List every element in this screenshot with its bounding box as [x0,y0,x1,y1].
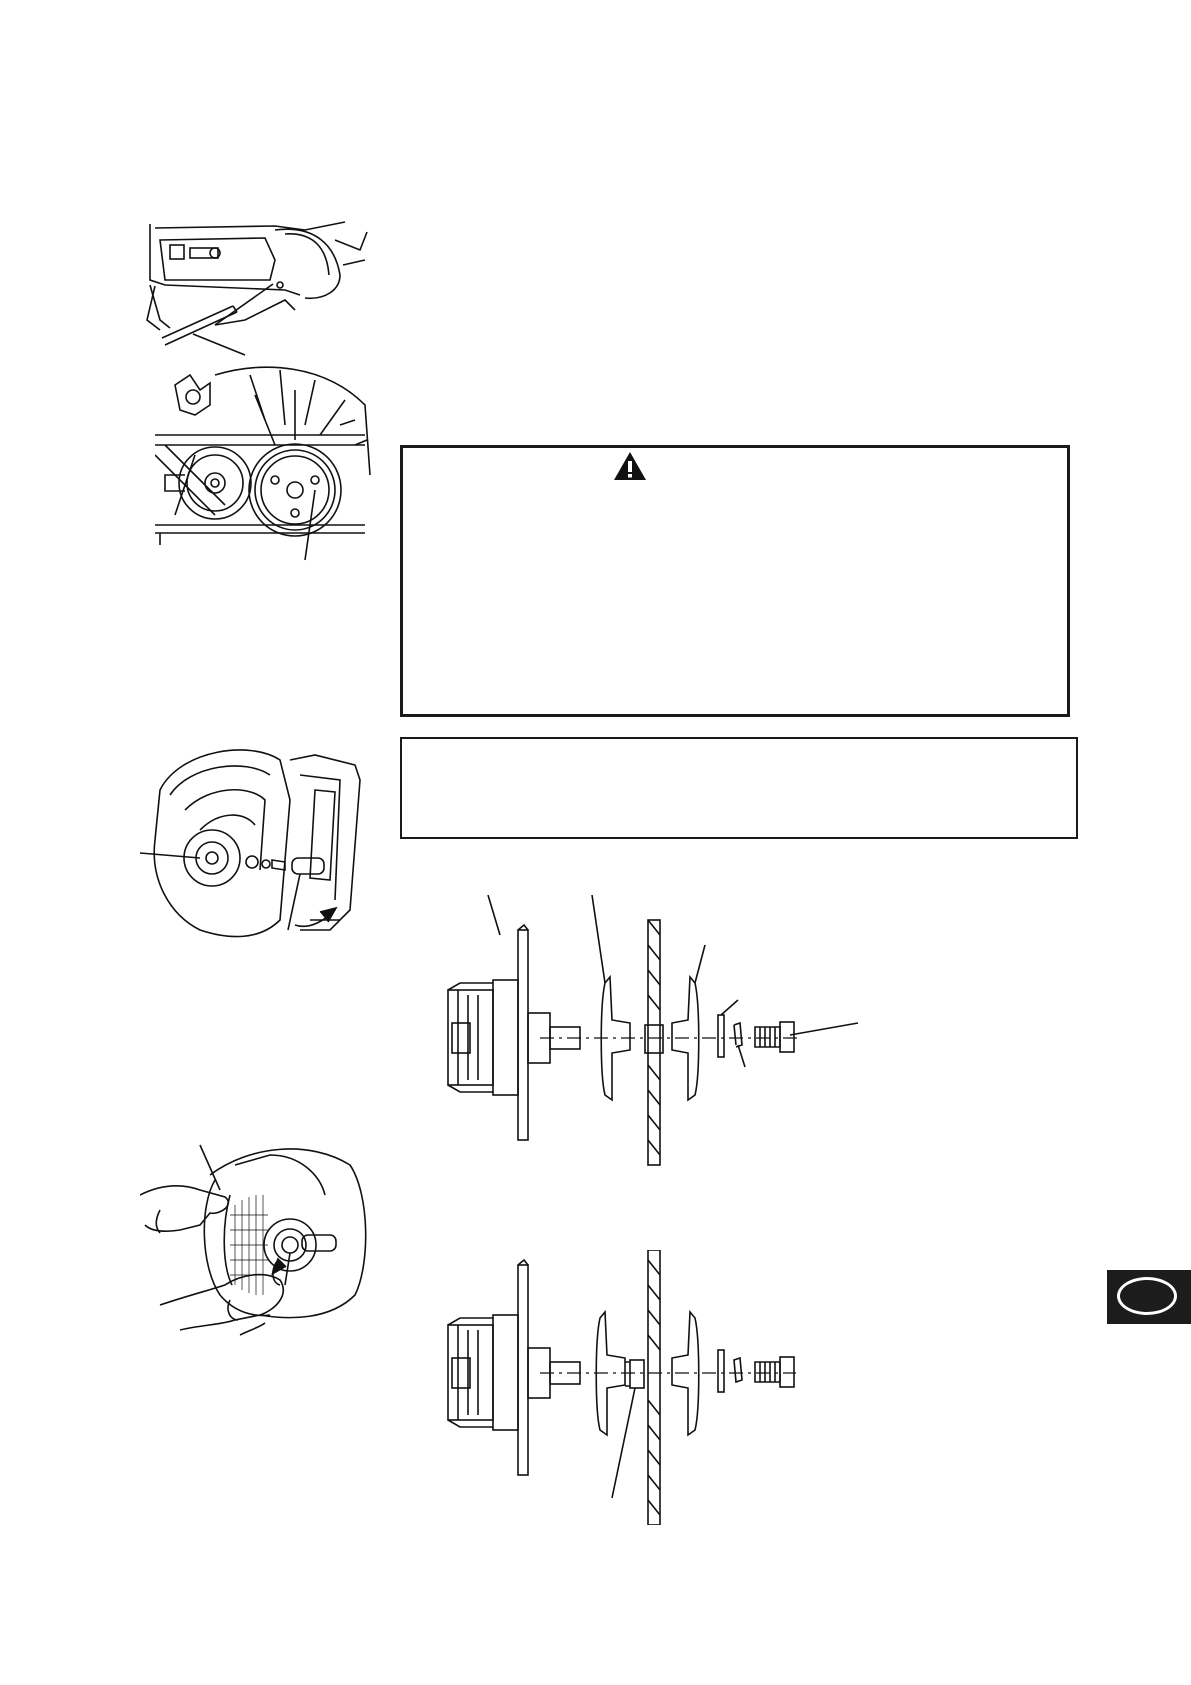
blade-bolt-wrench-illustration [140,740,375,955]
warning-triangle-icon [612,450,648,482]
locking-pin-illustration [145,220,370,360]
note-box [400,737,1078,839]
language-tab-ring [1117,1277,1177,1315]
language-tab-icon [1107,1270,1191,1324]
belt-pulley-illustration [155,365,380,575]
warning-box [400,445,1070,717]
blade-fitting-hands-illustration [140,1135,375,1345]
blade-mount-bushing-diagram [440,1250,810,1525]
blade-mount-exploded-diagram [440,895,870,1170]
